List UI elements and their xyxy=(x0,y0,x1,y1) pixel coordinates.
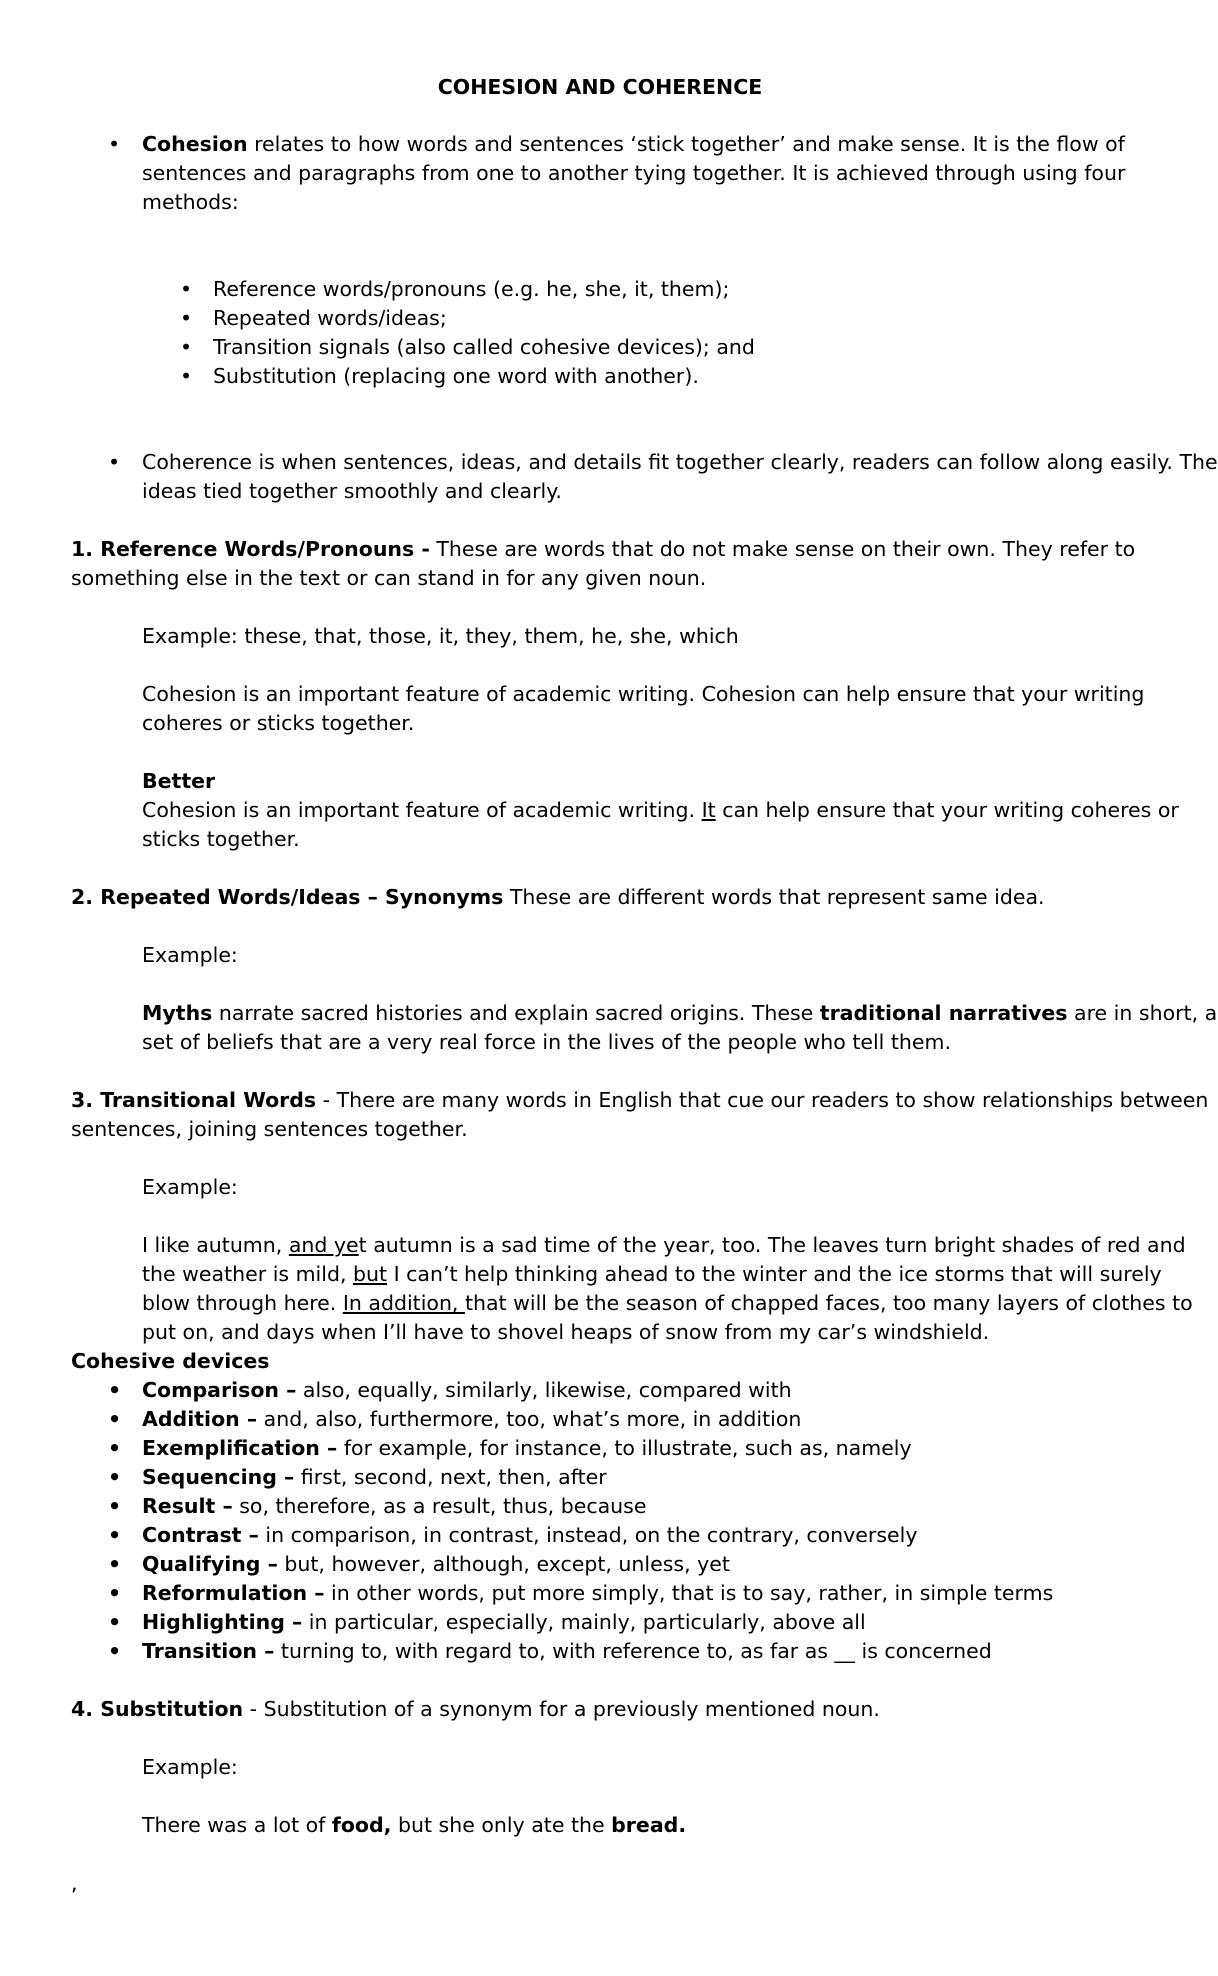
section3-para-line2: the weather is mild, but I can’t help thinking ahead to the winter and the ice storms that will surely xyxy=(142,1262,1162,1286)
method-item: Transition signals (also called cohesive devices); and xyxy=(213,335,755,359)
page-title: COHESION AND COHERENCE xyxy=(437,75,763,99)
section4-sentence: There was a lot of food, but she only ate the bread. xyxy=(142,1813,687,1837)
section1-heading: 1. Reference Words/Pronouns - xyxy=(71,537,430,561)
section3-para-line3: blow through here. In addition, that will be the season of chapped faces, too many layers of clothes to xyxy=(142,1291,1193,1315)
section4-heading-line: 4. Substitution - Substitution of a synonym for a previously mentioned noun. xyxy=(71,1697,880,1721)
section3-heading: 3. Transitional Words xyxy=(71,1088,317,1112)
section2-para-line1: Myths narrate sacred histories and explain sacred origins. These traditional narratives are in short, a xyxy=(142,1001,1218,1025)
section2-heading: 2. Repeated Words/Ideas – Synonyms xyxy=(71,885,504,909)
bullet-dot: • xyxy=(108,132,121,156)
footer-mark: , xyxy=(71,1871,78,1895)
method-item: Repeated words/ideas; xyxy=(213,306,447,330)
device-item: Sequencing – first, second, next, then, after xyxy=(142,1465,607,1489)
section1-para2-line2: sticks together. xyxy=(142,827,300,851)
section4-heading: 4. Substitution xyxy=(71,1697,244,1721)
bullet-dot: • xyxy=(108,1581,122,1605)
section1-better-label: Better xyxy=(142,769,216,793)
bullet-dot: • xyxy=(180,306,193,330)
coherence-line-1: Coherence is when sentences, ideas, and details fit together clearly, readers can follow along easily. The xyxy=(142,450,1218,474)
section1-example: Example: these, that, those, it, they, them, he, she, which xyxy=(142,624,739,648)
cohesion-line-1: Cohesion relates to how words and sentences ‘stick together’ and make sense. It is the flow of xyxy=(142,132,1125,156)
section3-line-2: sentences, joining sentences together. xyxy=(71,1117,468,1141)
section2-example: Example: xyxy=(142,943,238,967)
cohesion-line-2: sentences and paragraphs from one to another tying together. It is achieved through using four xyxy=(142,161,1126,185)
device-item: Result – so, therefore, as a result, thus, because xyxy=(142,1494,647,1518)
coherence-line-2: ideas tied together smoothly and clearly. xyxy=(142,479,562,503)
devices-heading: Cohesive devices xyxy=(71,1349,270,1373)
section1-para1-line2: coheres or sticks together. xyxy=(142,711,415,735)
bullet-dot: • xyxy=(108,1465,122,1489)
section4-example: Example: xyxy=(142,1755,238,1779)
device-item: Exemplification – for example, for instance, to illustrate, such as, namely xyxy=(142,1436,912,1460)
method-item: Reference words/pronouns (e.g. he, she, it, them); xyxy=(213,277,730,301)
device-item: Qualifying – but, however, although, except, unless, yet xyxy=(142,1552,730,1576)
bullet-dot: • xyxy=(180,335,193,359)
section1-heading-line: 1. Reference Words/Pronouns - These are words that do not make sense on their own. They refer to xyxy=(71,537,1136,561)
bullet-dot: • xyxy=(180,364,193,388)
bullet-dot: • xyxy=(108,1436,122,1460)
device-item: Contrast – in comparison, in contrast, instead, on the contrary, conversely xyxy=(142,1523,918,1547)
method-item: Substitution (replacing one word with another). xyxy=(213,364,699,388)
section3-example: Example: xyxy=(142,1175,238,1199)
bullet-dot: • xyxy=(108,1407,122,1431)
device-item: Transition – turning to, with regard to, with reference to, as far as __ is concerned xyxy=(142,1639,992,1663)
bullet-dot: • xyxy=(108,1552,122,1576)
cohesion-line-3: methods: xyxy=(142,190,239,214)
section1-para2-line1: Cohesion is an important feature of academic writing. It can help ensure that your writing coheres or xyxy=(142,798,1179,822)
section1-line-2: something else in the text or can stand in for any given noun. xyxy=(71,566,707,590)
section2-para-line2: set of beliefs that are a very real force in the lives of the people who tell them. xyxy=(142,1030,952,1054)
bullet-dot: • xyxy=(108,1639,122,1663)
bullet-dot: • xyxy=(108,450,121,474)
device-item: Comparison – also, equally, similarly, likewise, compared with xyxy=(142,1378,792,1402)
section2-heading-line: 2. Repeated Words/Ideas – Synonyms These are different words that represent same idea. xyxy=(71,885,1045,909)
bullet-dot: • xyxy=(108,1378,122,1402)
section3-heading-line: 3. Transitional Words - There are many words in English that cue our readers to show relationships between xyxy=(71,1088,1209,1112)
section3-para-line1: I like autumn, and yet autumn is a sad time of the year, too. The leaves turn bright shades of red and xyxy=(142,1233,1186,1257)
bullet-dot: • xyxy=(108,1610,122,1634)
section3-para-line4: put on, and days when I’ll have to shovel heaps of snow from my car’s windshield. xyxy=(142,1320,990,1344)
device-item: Reformulation – in other words, put more simply, that is to say, rather, in simple terms xyxy=(142,1581,1054,1605)
section1-para1-line1: Cohesion is an important feature of academic writing. Cohesion can help ensure that your writing xyxy=(142,682,1145,706)
bullet-dot: • xyxy=(108,1523,122,1547)
bullet-dot: • xyxy=(180,277,193,301)
bullet-dot: • xyxy=(108,1494,122,1518)
cohesion-term: Cohesion xyxy=(142,132,248,156)
device-item: Highlighting – in particular, especially, mainly, particularly, above all xyxy=(142,1610,866,1634)
device-item: Addition – and, also, furthermore, too, what’s more, in addition xyxy=(142,1407,802,1431)
